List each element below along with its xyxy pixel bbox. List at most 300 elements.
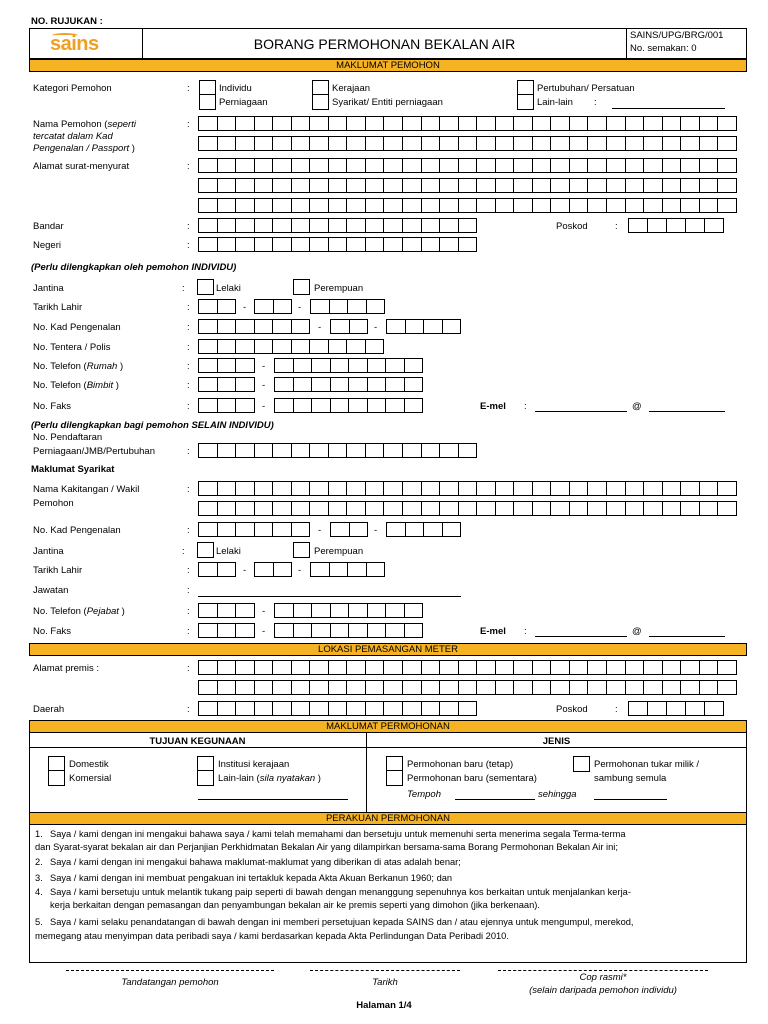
signature-pemohon-line[interactable] (66, 970, 274, 971)
char-cell[interactable] (550, 660, 570, 675)
char-cell[interactable] (311, 603, 331, 618)
tarikh-day-cells[interactable] (198, 299, 235, 314)
char-cell[interactable] (274, 377, 294, 392)
char-cell[interactable] (680, 136, 700, 151)
char-cell[interactable] (386, 319, 406, 334)
char-cell[interactable] (217, 660, 237, 675)
checkbox-lelaki[interactable] (197, 279, 214, 295)
char-cell[interactable] (254, 481, 274, 496)
char-cell[interactable] (235, 623, 255, 638)
char-cell[interactable] (699, 178, 719, 193)
char-cell[interactable] (293, 623, 313, 638)
char-cell[interactable] (662, 481, 682, 496)
char-cell[interactable] (198, 158, 218, 173)
char-cell[interactable] (365, 218, 385, 233)
char-cell[interactable] (217, 701, 237, 716)
char-cell[interactable] (439, 158, 459, 173)
char-cell[interactable] (439, 198, 459, 213)
char-cell[interactable] (439, 136, 459, 151)
char-cell[interactable] (385, 377, 405, 392)
char-cell[interactable] (235, 339, 255, 354)
char-cell[interactable] (365, 701, 385, 716)
char-cell[interactable] (254, 660, 274, 675)
char-cell[interactable] (365, 158, 385, 173)
char-cell[interactable] (405, 522, 425, 537)
char-cell[interactable] (346, 198, 366, 213)
char-cell[interactable] (309, 680, 329, 695)
char-cell[interactable] (699, 501, 719, 516)
char-cell[interactable] (699, 680, 719, 695)
char-cell[interactable] (311, 398, 331, 413)
char-cell[interactable] (402, 443, 422, 458)
char-cell[interactable] (383, 198, 403, 213)
emel-user-input[interactable] (535, 411, 627, 412)
char-cell[interactable] (587, 116, 607, 131)
char-cell[interactable] (346, 158, 366, 173)
char-cell[interactable] (383, 481, 403, 496)
jawatan-input[interactable] (198, 596, 461, 597)
char-cell[interactable] (254, 178, 274, 193)
char-cell[interactable] (662, 680, 682, 695)
premis-cells-row2[interactable] (198, 680, 736, 695)
char-cell[interactable] (346, 660, 366, 675)
char-cell[interactable] (643, 136, 663, 151)
char-cell[interactable] (272, 701, 292, 716)
char-cell[interactable] (254, 701, 274, 716)
checkbox-syarikat[interactable] (312, 94, 329, 110)
char-cell[interactable] (717, 501, 737, 516)
char-cell[interactable] (439, 443, 459, 458)
char-cell[interactable] (383, 237, 403, 252)
char-cell[interactable] (404, 358, 424, 373)
char-cell[interactable] (330, 522, 350, 537)
char-cell[interactable] (643, 158, 663, 173)
char-cell[interactable] (495, 198, 515, 213)
char-cell[interactable] (476, 158, 496, 173)
char-cell[interactable] (330, 398, 350, 413)
char-cell[interactable] (513, 116, 533, 131)
alamat-cells-row1[interactable] (198, 158, 736, 173)
checkbox-perempuan[interactable] (293, 279, 310, 295)
char-cell[interactable] (383, 178, 403, 193)
char-cell[interactable] (513, 680, 533, 695)
char-cell[interactable] (402, 501, 422, 516)
char-cell[interactable] (402, 116, 422, 131)
checkbox-baru-sementara[interactable] (386, 770, 403, 786)
char-cell[interactable] (272, 198, 292, 213)
char-cell[interactable] (272, 218, 292, 233)
char-cell[interactable] (328, 501, 348, 516)
char-cell[interactable] (274, 623, 294, 638)
char-cell[interactable] (291, 522, 311, 537)
char-cell[interactable] (643, 198, 663, 213)
signature-tarikh-line[interactable] (310, 970, 460, 971)
char-cell[interactable] (513, 198, 533, 213)
char-cell[interactable] (291, 178, 311, 193)
char-cell[interactable] (405, 319, 425, 334)
syarikat-faks-prefix-cells[interactable] (198, 623, 254, 638)
char-cell[interactable] (550, 136, 570, 151)
char-cell[interactable] (383, 443, 403, 458)
char-cell[interactable] (328, 116, 348, 131)
char-cell[interactable] (272, 319, 292, 334)
char-cell[interactable] (532, 680, 552, 695)
char-cell[interactable] (217, 178, 237, 193)
char-cell[interactable] (235, 158, 255, 173)
char-cell[interactable] (272, 178, 292, 193)
char-cell[interactable] (680, 198, 700, 213)
char-cell[interactable] (254, 158, 274, 173)
char-cell[interactable] (439, 116, 459, 131)
char-cell[interactable] (330, 358, 350, 373)
char-cell[interactable] (365, 339, 385, 354)
char-cell[interactable] (198, 623, 218, 638)
char-cell[interactable] (272, 501, 292, 516)
char-cell[interactable] (328, 178, 348, 193)
char-cell[interactable] (217, 358, 237, 373)
char-cell[interactable] (346, 701, 366, 716)
char-cell[interactable] (625, 198, 645, 213)
char-cell[interactable] (680, 501, 700, 516)
char-cell[interactable] (643, 501, 663, 516)
char-cell[interactable] (198, 481, 218, 496)
char-cell[interactable] (349, 522, 369, 537)
char-cell[interactable] (328, 136, 348, 151)
wakil-cells-row2[interactable] (198, 501, 736, 516)
char-cell[interactable] (329, 299, 349, 314)
char-cell[interactable] (346, 237, 366, 252)
emel-domain-input[interactable] (649, 411, 725, 412)
char-cell[interactable] (587, 136, 607, 151)
char-cell[interactable] (532, 481, 552, 496)
char-cell[interactable] (365, 443, 385, 458)
char-cell[interactable] (272, 680, 292, 695)
char-cell[interactable] (458, 443, 478, 458)
char-cell[interactable] (328, 443, 348, 458)
checkbox-komersial[interactable] (48, 770, 65, 786)
char-cell[interactable] (458, 136, 478, 151)
char-cell[interactable] (458, 680, 478, 695)
char-cell[interactable] (254, 501, 274, 516)
syarikat-tarikh-year-cells[interactable] (310, 562, 384, 577)
char-cell[interactable] (495, 481, 515, 496)
char-cell[interactable] (291, 660, 311, 675)
char-cell[interactable] (328, 481, 348, 496)
char-cell[interactable] (439, 501, 459, 516)
char-cell[interactable] (643, 178, 663, 193)
char-cell[interactable] (198, 198, 218, 213)
char-cell[interactable] (198, 358, 218, 373)
syarikat-emel-domain-input[interactable] (649, 636, 725, 637)
char-cell[interactable] (532, 501, 552, 516)
char-cell[interactable] (643, 116, 663, 131)
char-cell[interactable] (198, 522, 218, 537)
char-cell[interactable] (628, 218, 648, 233)
char-cell[interactable] (606, 501, 626, 516)
char-cell[interactable] (217, 319, 237, 334)
char-cell[interactable] (328, 339, 348, 354)
char-cell[interactable] (421, 501, 441, 516)
char-cell[interactable] (272, 339, 292, 354)
char-cell[interactable] (569, 501, 589, 516)
char-cell[interactable] (476, 136, 496, 151)
char-cell[interactable] (291, 680, 311, 695)
char-cell[interactable] (217, 623, 237, 638)
char-cell[interactable] (383, 501, 403, 516)
char-cell[interactable] (458, 660, 478, 675)
char-cell[interactable] (458, 237, 478, 252)
char-cell[interactable] (274, 358, 294, 373)
char-cell[interactable] (606, 680, 626, 695)
char-cell[interactable] (587, 501, 607, 516)
char-cell[interactable] (402, 701, 422, 716)
char-cell[interactable] (309, 218, 329, 233)
char-cell[interactable] (235, 603, 255, 618)
char-cell[interactable] (402, 680, 422, 695)
char-cell[interactable] (569, 680, 589, 695)
poskod-cells[interactable] (628, 218, 723, 233)
char-cell[interactable] (532, 660, 552, 675)
char-cell[interactable] (587, 680, 607, 695)
char-cell[interactable] (348, 603, 368, 618)
char-cell[interactable] (643, 660, 663, 675)
char-cell[interactable] (717, 116, 737, 131)
alamat-cells-row2[interactable] (198, 178, 736, 193)
char-cell[interactable] (662, 178, 682, 193)
checkbox-syarikat-perempuan[interactable] (293, 542, 310, 558)
char-cell[interactable] (643, 481, 663, 496)
char-cell[interactable] (348, 398, 368, 413)
char-cell[interactable] (606, 481, 626, 496)
char-cell[interactable] (569, 116, 589, 131)
char-cell[interactable] (717, 158, 737, 173)
char-cell[interactable] (329, 562, 349, 577)
char-cell[interactable] (587, 178, 607, 193)
char-cell[interactable] (272, 158, 292, 173)
char-cell[interactable] (348, 377, 368, 392)
char-cell[interactable] (291, 218, 311, 233)
char-cell[interactable] (495, 501, 515, 516)
char-cell[interactable] (513, 481, 533, 496)
char-cell[interactable] (217, 218, 237, 233)
char-cell[interactable] (365, 136, 385, 151)
char-cell[interactable] (717, 481, 737, 496)
char-cell[interactable] (328, 158, 348, 173)
tel-bimbit-prefix-cells[interactable] (198, 377, 254, 392)
char-cell[interactable] (513, 660, 533, 675)
char-cell[interactable] (421, 237, 441, 252)
char-cell[interactable] (217, 443, 237, 458)
char-cell[interactable] (476, 501, 496, 516)
char-cell[interactable] (328, 218, 348, 233)
char-cell[interactable] (442, 522, 462, 537)
char-cell[interactable] (625, 136, 645, 151)
char-cell[interactable] (254, 136, 274, 151)
char-cell[interactable] (309, 501, 329, 516)
char-cell[interactable] (235, 198, 255, 213)
char-cell[interactable] (625, 501, 645, 516)
char-cell[interactable] (666, 701, 686, 716)
char-cell[interactable] (365, 237, 385, 252)
char-cell[interactable] (513, 158, 533, 173)
char-cell[interactable] (439, 680, 459, 695)
char-cell[interactable] (217, 680, 237, 695)
char-cell[interactable] (606, 116, 626, 131)
char-cell[interactable] (385, 398, 405, 413)
char-cell[interactable] (346, 136, 366, 151)
char-cell[interactable] (198, 660, 218, 675)
char-cell[interactable] (385, 623, 405, 638)
char-cell[interactable] (254, 680, 274, 695)
char-cell[interactable] (272, 443, 292, 458)
tel-bimbit-number-cells[interactable] (274, 377, 422, 392)
char-cell[interactable] (625, 680, 645, 695)
char-cell[interactable] (680, 481, 700, 496)
checkbox-tukar-milik[interactable] (573, 756, 590, 772)
char-cell[interactable] (662, 158, 682, 173)
char-cell[interactable] (235, 398, 255, 413)
char-cell[interactable] (254, 237, 274, 252)
faks-prefix-cells[interactable] (198, 398, 254, 413)
syarikat-tarikh-day-cells[interactable] (198, 562, 235, 577)
char-cell[interactable] (569, 198, 589, 213)
signature-cop-line[interactable] (498, 970, 708, 971)
tel-rumah-prefix-cells[interactable] (198, 358, 254, 373)
char-cell[interactable] (666, 218, 686, 233)
char-cell[interactable] (550, 481, 570, 496)
char-cell[interactable] (198, 701, 218, 716)
char-cell[interactable] (291, 481, 311, 496)
char-cell[interactable] (404, 603, 424, 618)
char-cell[interactable] (458, 501, 478, 516)
syarikat-kad-cells-3[interactable] (386, 522, 460, 537)
char-cell[interactable] (717, 680, 737, 695)
char-cell[interactable] (662, 198, 682, 213)
char-cell[interactable] (606, 158, 626, 173)
char-cell[interactable] (217, 136, 237, 151)
nama-cells-row1[interactable] (198, 116, 736, 131)
char-cell[interactable] (330, 623, 350, 638)
char-cell[interactable] (330, 319, 350, 334)
char-cell[interactable] (198, 136, 218, 151)
char-cell[interactable] (198, 237, 218, 252)
char-cell[interactable] (383, 680, 403, 695)
alamat-cells-row3[interactable] (198, 198, 736, 213)
char-cell[interactable] (346, 218, 366, 233)
lainlain-kegunaan-input[interactable] (198, 799, 348, 800)
char-cell[interactable] (254, 218, 274, 233)
char-cell[interactable] (439, 178, 459, 193)
char-cell[interactable] (291, 319, 311, 334)
char-cell[interactable] (217, 339, 237, 354)
char-cell[interactable] (198, 319, 218, 334)
tempoh-input[interactable] (455, 799, 535, 800)
syarikat-emel-user-input[interactable] (535, 636, 627, 637)
char-cell[interactable] (293, 377, 313, 392)
char-cell[interactable] (458, 481, 478, 496)
char-cell[interactable] (717, 660, 737, 675)
char-cell[interactable] (309, 339, 329, 354)
tel-rumah-number-cells[interactable] (274, 358, 422, 373)
char-cell[interactable] (198, 299, 218, 314)
char-cell[interactable] (513, 501, 533, 516)
char-cell[interactable] (254, 116, 274, 131)
syarikat-tel-prefix-cells[interactable] (198, 603, 254, 618)
char-cell[interactable] (293, 398, 313, 413)
char-cell[interactable] (217, 237, 237, 252)
char-cell[interactable] (423, 319, 443, 334)
char-cell[interactable] (254, 443, 274, 458)
char-cell[interactable] (476, 198, 496, 213)
char-cell[interactable] (328, 237, 348, 252)
char-cell[interactable] (235, 218, 255, 233)
char-cell[interactable] (495, 680, 515, 695)
kad-cells-2[interactable] (330, 319, 367, 334)
char-cell[interactable] (495, 158, 515, 173)
char-cell[interactable] (328, 680, 348, 695)
char-cell[interactable] (198, 501, 218, 516)
char-cell[interactable] (550, 198, 570, 213)
char-cell[interactable] (383, 116, 403, 131)
char-cell[interactable] (421, 218, 441, 233)
char-cell[interactable] (404, 377, 424, 392)
char-cell[interactable] (272, 237, 292, 252)
char-cell[interactable] (662, 116, 682, 131)
checkbox-perniagaan[interactable] (199, 94, 216, 110)
char-cell[interactable] (495, 660, 515, 675)
char-cell[interactable] (421, 443, 441, 458)
char-cell[interactable] (235, 660, 255, 675)
char-cell[interactable] (235, 680, 255, 695)
char-cell[interactable] (662, 501, 682, 516)
char-cell[interactable] (198, 339, 218, 354)
char-cell[interactable] (680, 116, 700, 131)
char-cell[interactable] (532, 178, 552, 193)
char-cell[interactable] (550, 178, 570, 193)
char-cell[interactable] (235, 481, 255, 496)
char-cell[interactable] (439, 481, 459, 496)
char-cell[interactable] (309, 443, 329, 458)
char-cell[interactable] (310, 299, 330, 314)
char-cell[interactable] (439, 237, 459, 252)
char-cell[interactable] (717, 136, 737, 151)
checkbox-lainlain-kegunaan[interactable] (197, 770, 214, 786)
char-cell[interactable] (532, 136, 552, 151)
char-cell[interactable] (291, 136, 311, 151)
char-cell[interactable] (383, 158, 403, 173)
char-cell[interactable] (365, 660, 385, 675)
char-cell[interactable] (606, 178, 626, 193)
char-cell[interactable] (439, 701, 459, 716)
char-cell[interactable] (699, 158, 719, 173)
char-cell[interactable] (330, 603, 350, 618)
char-cell[interactable] (272, 660, 292, 675)
char-cell[interactable] (217, 158, 237, 173)
char-cell[interactable] (402, 218, 422, 233)
char-cell[interactable] (532, 158, 552, 173)
tarikh-month-cells[interactable] (254, 299, 291, 314)
char-cell[interactable] (647, 701, 667, 716)
kad-cells-1[interactable] (198, 319, 309, 334)
char-cell[interactable] (272, 116, 292, 131)
char-cell[interactable] (235, 178, 255, 193)
char-cell[interactable] (217, 522, 237, 537)
char-cell[interactable] (291, 116, 311, 131)
char-cell[interactable] (458, 218, 478, 233)
char-cell[interactable] (421, 481, 441, 496)
char-cell[interactable] (346, 443, 366, 458)
char-cell[interactable] (662, 136, 682, 151)
